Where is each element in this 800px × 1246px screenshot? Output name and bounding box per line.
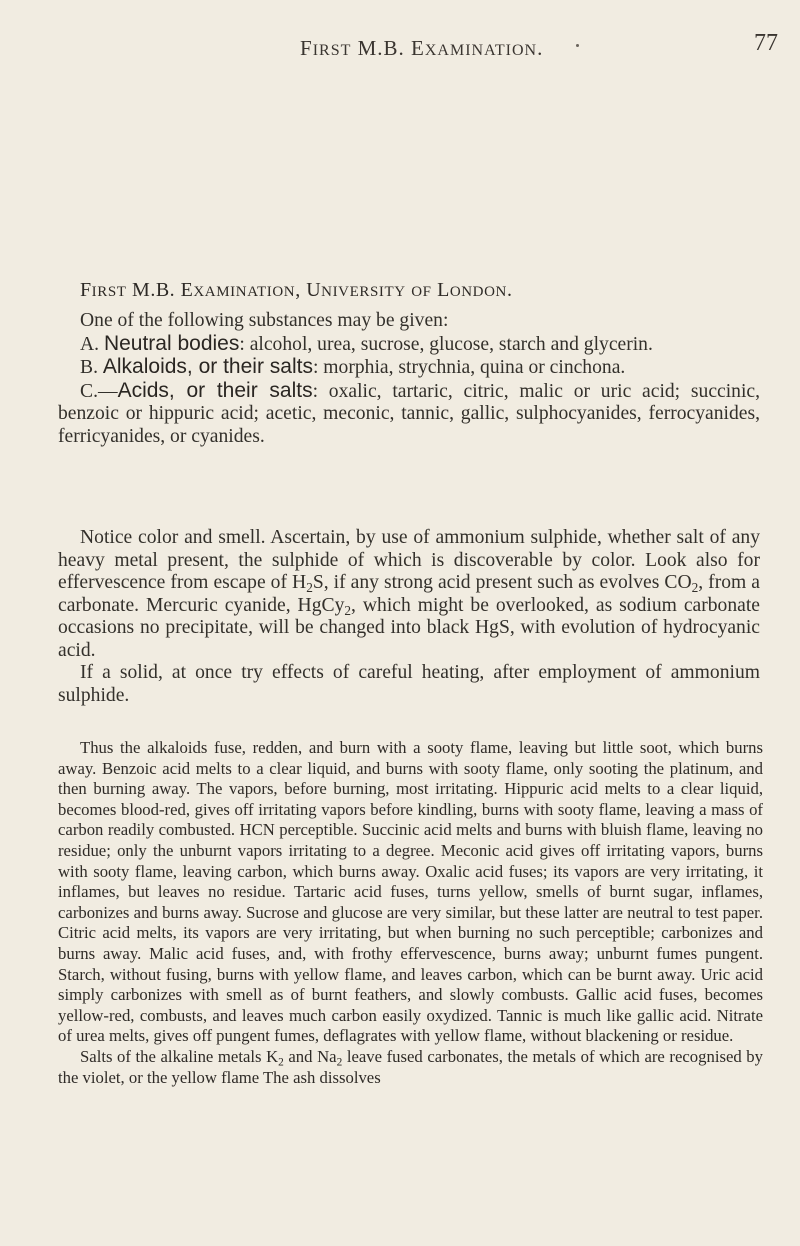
heating-details-paragraph: Thus the alkaloids fuse, redden, and burn with a sooty flame, leaving but little soot, which burns away. Benzoic acid melts to a clear liquid, and burns with sooty flame, only sooting the platinum, and then burning away. The vapors, before burning, most irritating. Hippuric acid melts to a clear liquid, becomes blood-red, gives off irritating vapors before kindling, burns with sooty flame, leaving a mass of carbon readily combusted. HCN perceptible. Succinic acid melts and burns with bluish flame, leaving no residue; only the unburnt vapors irritating to a degree. Meconic acid gives off irritating vapors, burns with sooty flame, leaving carbon, which burns away. Oxalic acid fuses; its vapors are very irritating, it inflames, but leaves no residue. Tartaric acid fuses, turns yellow, smells of burnt sugar, inflames, carbonizes and burns away. Sucrose and glucose are very similar, but these latter are neutral to test paper. Citric acid melts, its vapors are very irritating, but when burning no such perceptible; carbonizes and burns away. Malic acid fuses, and, with frothy effervescence, burns away; unburnt fumes pungent. Starch, without fusing, burns with yellow flame, and leaves carbon, which can be burnt away. Uric acid simply carbonizes with smell as of burnt feathers, and slowly combusts. Gallic acid fuses, becomes yellow-red, combusts, and leaves much carbon easily oxydized. Tannic is much like gallic acid. Nitrate of urea melts, gives off pungent fumes, deflagrates with yellow flame, without blackening or residue. [58, 738, 763, 1046]
title-part: OF [411, 284, 432, 300]
page-number: 77 [754, 30, 778, 56]
item-heading: Acids, or their salts [117, 378, 313, 402]
title-part: NIVERSITY [321, 284, 406, 300]
alkaline-salts-paragraph [58, 1047, 763, 1088]
print-speck [576, 44, 579, 47]
subscript: 2 [691, 579, 699, 595]
running-head-part: . [537, 36, 544, 60]
running-head [300, 36, 543, 61]
item-text: : alcohol, urea, sucrose, glucose, starch and glycerin. [239, 333, 653, 355]
running-head-part: XAMINATION [424, 42, 538, 59]
title-part: IRST [91, 284, 127, 300]
title-part: L [431, 279, 450, 301]
item-prefix: A. [80, 333, 104, 355]
running-head-part: IRST [312, 42, 352, 59]
item-text: : oxalic, tartaric, citric, malic or uric acid; succinic, benzoic or hippuric acid; acetic, meconic, tannic, gallic, sulphocyanides, ferrocyanides, ferricyanides, or cyanides. [58, 380, 760, 447]
subscript: 2 [306, 579, 313, 595]
text-run: S, if any strong acid present such as evolves CO [312, 572, 692, 593]
title-part: ONDON [449, 284, 507, 300]
text-run: Salts of the alkaline metals K [80, 1046, 279, 1066]
subscript: 2 [336, 1056, 343, 1069]
text-run: leave fused carbonates, the metals of which are recognised by the violet, or the yellow flame The ash dissolves [58, 1046, 763, 1087]
title-part: , U [295, 279, 322, 301]
item-a [58, 333, 760, 357]
title-part: F [80, 279, 92, 301]
text-run: , from a carbonate. Mercuric cyanide, HgCy [58, 572, 760, 616]
item-heading: Neutral bodies [103, 331, 240, 355]
item-text: : morphia, strychnia, quina or cinchona. [312, 357, 626, 378]
notice-paragraph [58, 527, 760, 662]
intro-paragraph: One of the following substances may be given: [80, 310, 449, 331]
item-prefix: B. [80, 357, 103, 378]
text-run: , which might be overlooked, as sodium carbonate occasions no precipitate, will be changed into black HgS, with evolution of hydrocyanic acid. [58, 594, 760, 661]
solid-paragraph: If a solid, at once try effects of careful heating, after employment of ammonium sulphide. [58, 662, 760, 706]
running-head-part: M.B. E [351, 36, 425, 60]
item-b [58, 356, 760, 380]
title-part: M.B. E [126, 279, 194, 301]
substances-list [58, 310, 760, 448]
text-run: and Na [283, 1046, 337, 1066]
section-title [80, 279, 512, 302]
text-run: Notice color and smell. Ascertain, by use of ammonium sulphide, whether salt of any heavy metal present, the sulphide of which is discoverable by color. Look also for effervescence from escape of H [58, 527, 760, 593]
title-part: XAMINATION [193, 284, 296, 300]
item-c [58, 380, 760, 449]
subscript: 2 [278, 1056, 284, 1069]
title-part: . [506, 279, 513, 301]
subscript: 2 [344, 602, 352, 618]
detail-notes [58, 738, 763, 1088]
running-head-initial: F [300, 36, 313, 60]
item-prefix: C.— [80, 380, 118, 402]
item-heading: Alkaloids, or their salts [102, 355, 313, 378]
procedure-text [58, 527, 760, 707]
